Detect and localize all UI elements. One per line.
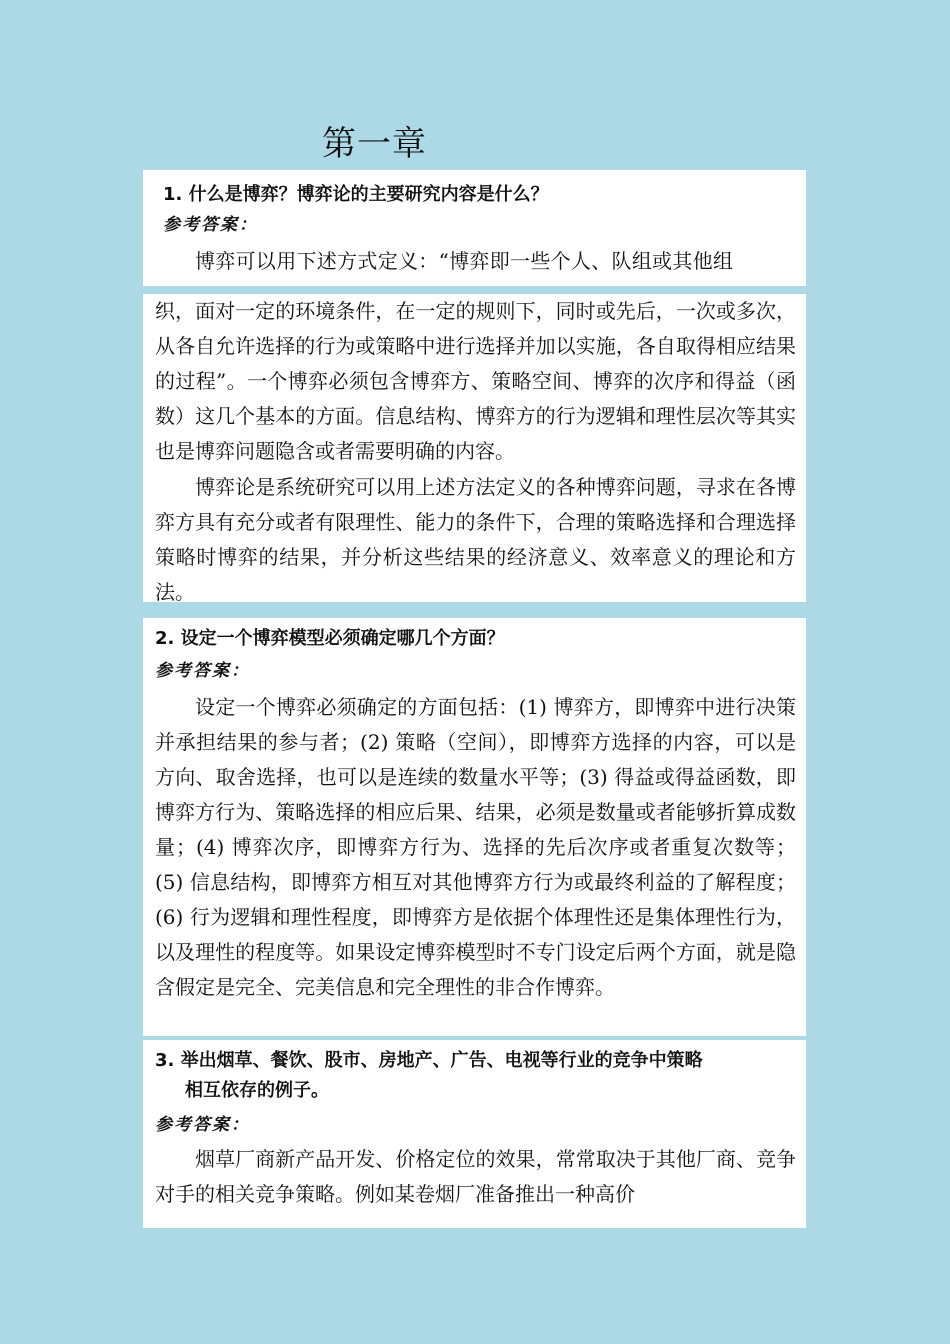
q1-panel xyxy=(143,170,806,286)
q1-para1: 织，面对一定的环境条件，在一定的规则下，同时或先后，一次或多次，从各自允许选择的行为或策略中进行选择并加以实施，各自取得相应结果的过程”。一个博弈必须包含博弈方、策略空间、博弈的次序和得益（函数）这几个基本的方面。信息结构、博弈方的行为逻辑和理性层次等其实也是博弈问题隐含或者需要明确的内容。 xyxy=(155,299,796,463)
q3-question-line2: 相互依存的例子。 xyxy=(185,1080,329,1101)
q3-answer-label: 参考答案： xyxy=(155,1115,250,1135)
chapter-title: 第一章 xyxy=(322,124,427,164)
q1-para2: 博弈论是系统研究可以用上述方法定义的各种博弈问题，寻求在各博弈方具有充分或者有限理性、能力的条件下，合理的策略选择和合理选择策略时博弈的结果，并分析这些结果的经济意义、效率意义的理论和方法。 xyxy=(155,475,796,604)
q2-answer: 设定一个博弈必须确定的方面包括：(1) 博弈方，即博弈中进行决策并承担结果的参与者；(2) 策略（空间），即博弈方选择的内容，可以是方向、取舍选择，也可以是连续的数量水平等；(3) 得益或得益函数，即博弈方行为、策略选择的相应后果、结果，必须是数量或者能够折算成数量；(4) 博弈次序，即博弈方行为、选择的先后次序或者重复次数等；(5) 信息结构，即博弈方相互对其他博弈方行为或最终利益的了解程度；(6) 行为逻辑和理性程度，即博弈方是依据个体理性还是集体理性行为，以及理性的程度等。如果设定博弈模型时不专门设定后两个方面，就是隐含假定是完全、完美信息和完全理性的非合作博弈。 xyxy=(155,695,796,999)
q2-question: 2. 设定一个博弈模型必须确定哪几个方面？ xyxy=(155,628,505,649)
q1-question: 1. 什么是博弈？博弈论的主要研究内容是什么？ xyxy=(163,184,549,205)
q3-answer: 烟草厂商新产品开发、价格定位的效果，常常取决于其他厂商、竞争对手的相关竞争策略。例如某卷烟厂准备推出一种高价 xyxy=(155,1147,796,1206)
q1-answer-start: 博弈可以用下述方式定义：“博弈即一些个人、队组或其他组 xyxy=(195,249,734,273)
q1-continued-panel xyxy=(143,294,806,602)
q3-question-line1: 3. 举出烟草、餐饮、股市、房地产、广告、电视等行业的竞争中策略 xyxy=(155,1050,703,1071)
q2-answer-label: 参考答案： xyxy=(155,661,250,681)
q3-panel xyxy=(143,1040,806,1228)
q1-answer-label: 参考答案： xyxy=(163,215,258,235)
q2-panel xyxy=(143,618,806,1036)
